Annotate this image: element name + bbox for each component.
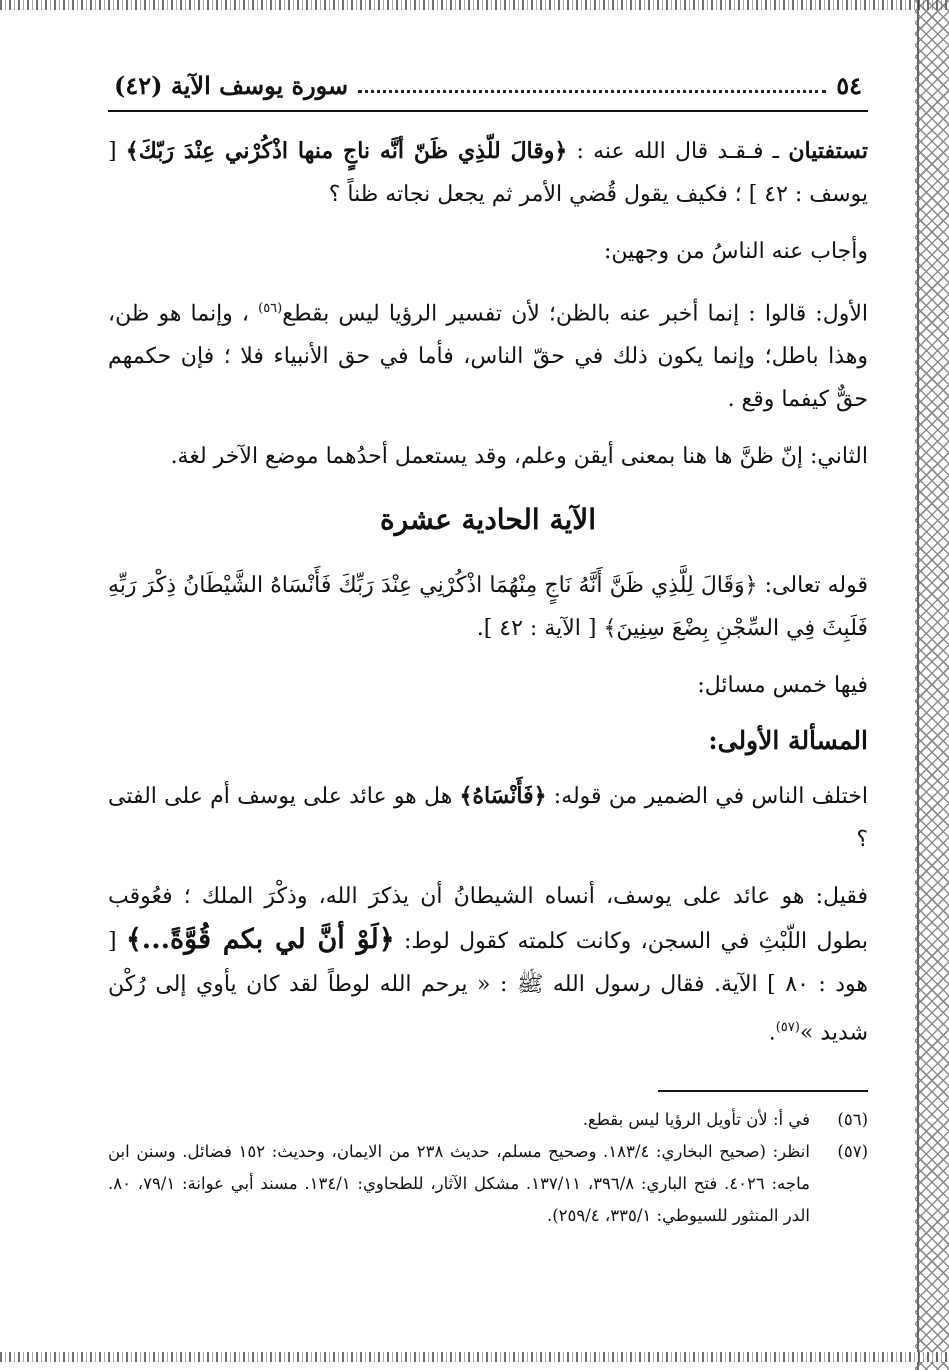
paragraph-1: [108, 130, 868, 216]
decorative-border-top: [0, 0, 949, 10]
footnote-number: (٥٦): [837, 1110, 868, 1129]
footnote-text: انظر: (صحيح البخاري: ١٨٣/٤. وصحيح مسلم، حديث ٢٣٨ من الايمان، وحديث: ١٥٢ فضائل. وسنن ابن ماجه: ٤٠٢٦. فتح الباري: ٣٩٦/٨، ١٣٧/١١. مشكل الآثار، للطحاوي: ١٣٤/١. مسند أبي عوانة: ٧٩/١، ٨٠. الدر المنثور للسيوطي: ٣٣٥/١، ٢٥٩/٤).: [108, 1142, 810, 1225]
decorative-border-bottom: [0, 1352, 949, 1362]
text-fragment: .: [768, 1020, 776, 1046]
page-number: ٥٤: [836, 70, 862, 100]
footnote-text: في أ: لأن تأويل الرؤيا ليس بقطع.: [582, 1110, 810, 1129]
text-fragment: [ يوسف : ٤٢ ] ؛ فكيف يقول قُضي الأمر ثم يجعل نجاته ظناً ؟: [108, 139, 868, 207]
footnote-number: (٥٧): [837, 1142, 868, 1161]
text-fragment: هل هو عائد على يوسف أم على الفتى ؟: [108, 784, 868, 853]
footnote-57: [108, 1136, 868, 1232]
text-fragment: ، وإنما هو ظن، وهذا باطل؛ وإنما يكون ذلك في حقّ الناس، فأما في حق الأنبياء فلا ؛ فإن حكمهم حقٌّ كيفما وقع .: [108, 301, 868, 413]
decorative-border-right: [915, 0, 949, 1370]
verse-paragraph: [108, 564, 868, 650]
quranic-quote: ﴿لَوْ أنَّ لي بكم قُوَّةً...﴾: [125, 924, 395, 956]
quranic-verse: ﴿وَقَالَ لِلَّذِي ظَنَّ أَنَّهُ نَاجٍ مِنْهُمَا اذْكُرْنِي عِنْدَ رَبِّكَ فَأَنْسَاهُ الشَّيْطَانُ ذِكْرَ رَبِّهِ فَلَبِثَ فِي السِّجْنِ بِضْعَ سِنِينَ﴾: [108, 573, 868, 642]
text-fragment: اختلف الناس في الضمير من قوله:: [546, 784, 868, 810]
paragraph-4: الثاني: إنّ ظنَّ ها هنا بمعنى أيقن وعلم، وقد يستعمل أحدُهما موضع الآخر لغة.: [170, 444, 868, 470]
text-fragment: ـ فـقـد قال الله عنه :: [567, 139, 789, 164]
footnote-separator: [658, 1090, 868, 1092]
text-fragment: قوله تعالى:: [757, 573, 868, 599]
footnote-ref-57[interactable]: (٥٧): [775, 1020, 800, 1036]
issue1-paragraph-1: [108, 775, 868, 861]
verse-reference: [ الآية : ٤٢ ].: [476, 616, 604, 642]
footnote-56: [108, 1104, 868, 1136]
quranic-quote: ﴿فَأَنْسَاهُ﴾: [459, 783, 547, 810]
running-title: سورة يوسف الآية (٤٢): [114, 70, 349, 100]
text-fragment: فقيل: هو عائد على يوسف، أنساه الشيطانُ أن يذكرَ الله، وذكْرَ الملك ؛ فعُوقب بطول اللّبْثِ في السجن، وكانت كلمته كقول لوط:: [108, 884, 868, 955]
dotted-leader: [358, 90, 826, 93]
text-fragment: الأول: قالوا : إنما أخبر عنه بالظن؛ لأن تفسير الرؤيا ليس بقطع: [282, 301, 868, 327]
book-page: [108, 60, 868, 1320]
section-heading: الآية الحادية عشرة: [379, 503, 597, 537]
paragraph-2: وأجاب عنه الناسُ من وجهين:: [604, 239, 868, 264]
issue1-paragraph-2: [108, 875, 868, 1054]
quranic-quote: ﴿وقالَ للّذِي ظَنّ أنَّه ناجٍ منها اذْكُرْني عِنْدَ رَبّكَ﴾: [125, 138, 568, 164]
footnote-ref-56[interactable]: (٥٦): [258, 301, 283, 316]
footnotes: [108, 1090, 868, 1232]
issues-intro: فيها خمس مسائل:: [697, 673, 868, 699]
paragraph-3: [108, 287, 868, 421]
quote-end-fragment: تستفتيان: [788, 138, 868, 164]
issue-heading: المسألة الأولى:: [708, 726, 868, 756]
page-header: [108, 60, 868, 112]
main-text: [108, 130, 868, 1055]
text-fragment: [ هود : ٨٠ ] الآية. فقال رسول الله ﷺ : « يرحم الله لوطاً لقد كان يأوي إلى رُكْن شديد »: [108, 929, 868, 1046]
